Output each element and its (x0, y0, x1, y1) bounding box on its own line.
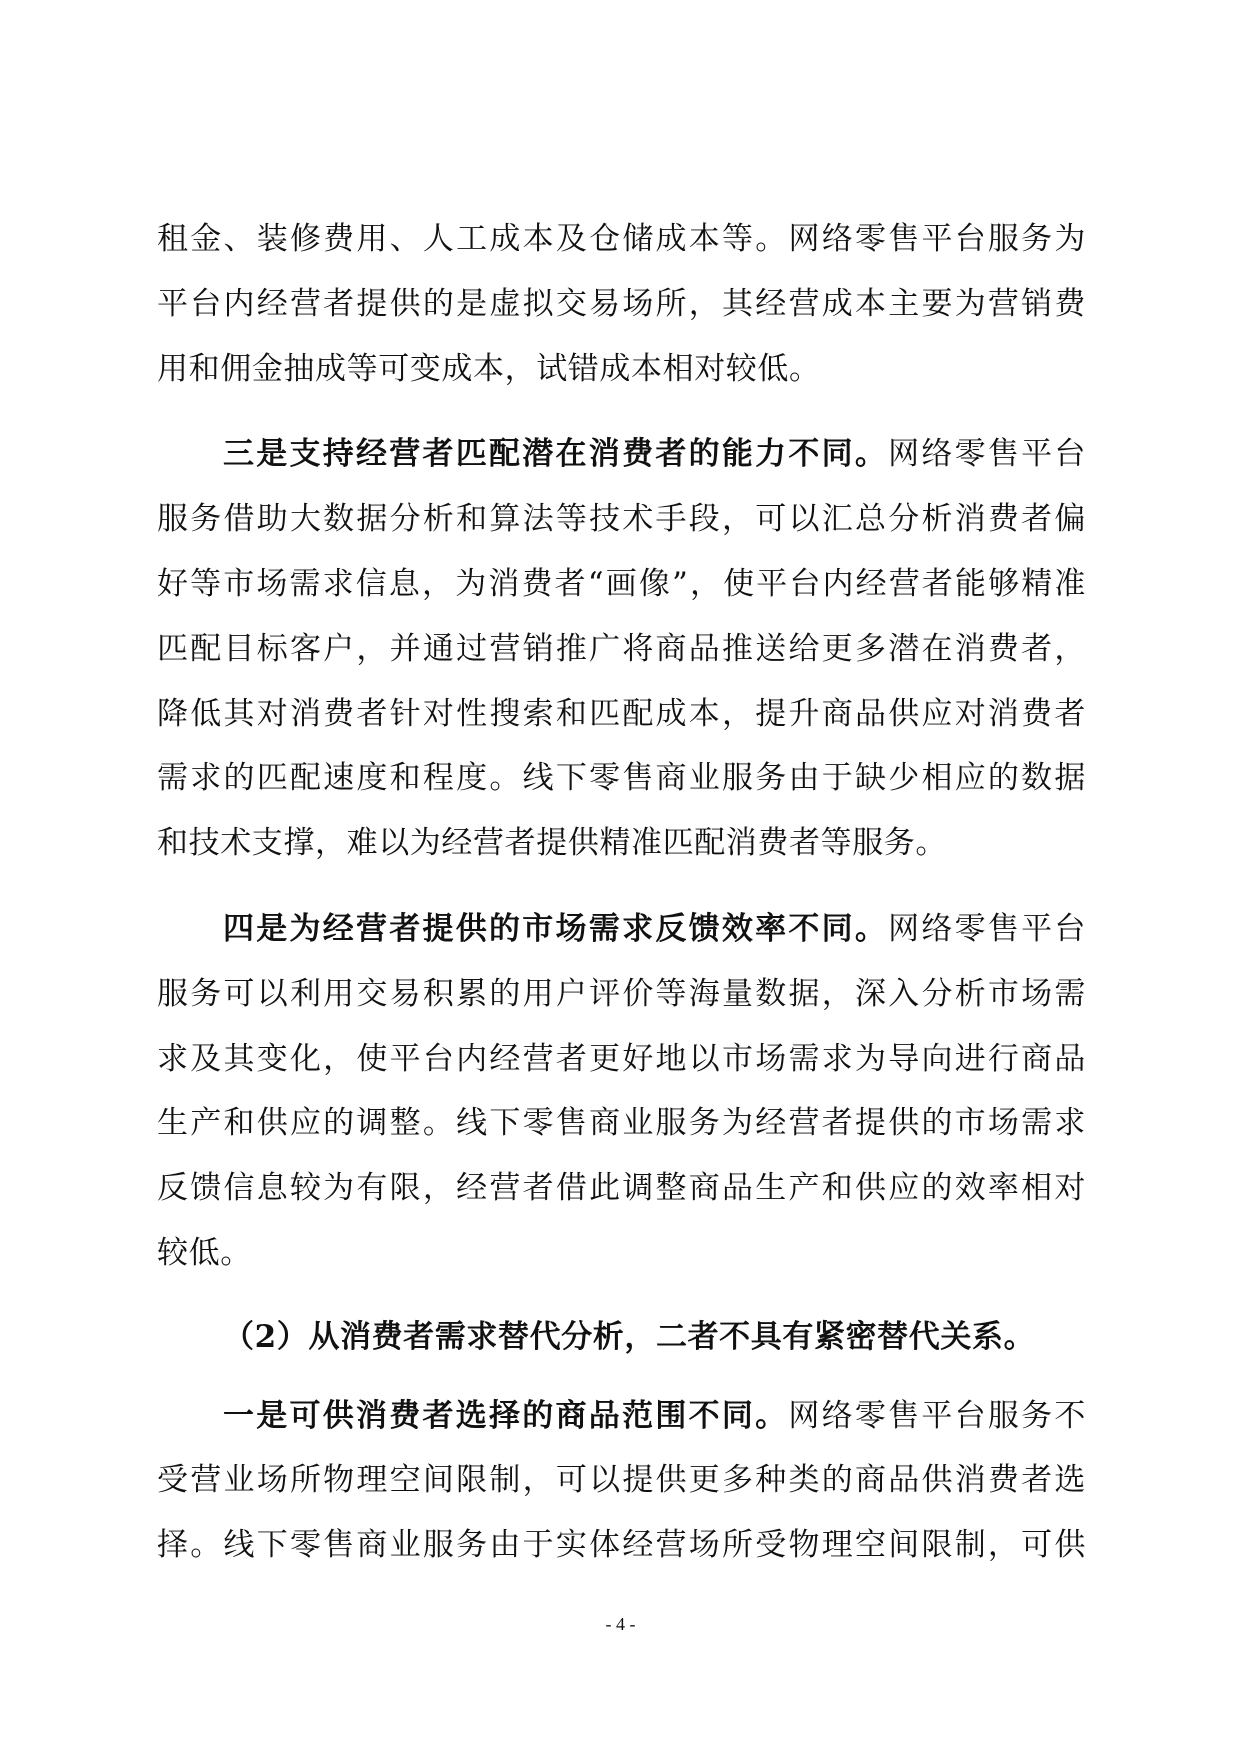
text-line (157, 897, 1086, 962)
document-body (157, 207, 1086, 1578)
text-line: 反馈信息较为有限，经营者借此调整商品生产和供应的效率相对 (157, 1170, 1086, 1207)
paragraph (157, 1384, 1086, 1578)
text-line: 择。线下零售商业服务由于实体经营场所受物理空间限制，可供 (157, 1527, 1086, 1564)
text-line (157, 1384, 1086, 1449)
text-line (157, 422, 1086, 487)
text-span: 网络零售平台 (888, 910, 1087, 947)
text-line: 降低其对消费者针对性搜索和匹配成本，提升商品供应对消费者 (157, 695, 1086, 732)
text-line: 受营业场所物理空间限制，可以提供更多种类的商品供消费者选 (157, 1462, 1086, 1499)
section-heading-line (157, 1305, 1086, 1370)
text-line: 需求的匹配速度和程度。线下零售商业服务由于缺少相应的数据 (157, 760, 1086, 797)
bold-lead-sentence: 三是支持经营者匹配潜在消费者的能力不同。 (223, 436, 889, 473)
section-heading: （2）从消费者需求替代分析，二者不具有紧密替代关系。 (223, 1318, 1036, 1355)
text-line: 租金、装修费用、人工成本及仓储成本等。网络零售平台服务为 (157, 221, 1086, 257)
text-line: 服务可以利用交易积累的用户评价等海量数据，深入分析市场需 (157, 975, 1086, 1012)
page-number: - 4 - (605, 1614, 636, 1634)
paragraph (157, 897, 1086, 1286)
text-line: 好等市场需求信息，为消费者“画像”，使平台内经营者能够精准 (157, 565, 1086, 602)
text-line: 和技术支撑，难以为经营者提供精准匹配消费者等服务。 (157, 825, 947, 862)
text-line: 求及其变化，使平台内经营者更好地以市场需求为导向进行商品 (157, 1040, 1086, 1077)
text-line: 生产和供应的调整。线下零售商业服务为经营者提供的市场需求 (157, 1105, 1086, 1142)
text-span: 网络零售平台 (888, 436, 1087, 473)
text-span: 网络零售平台服务不 (788, 1397, 1086, 1434)
text-line: 服务借助大数据分析和算法等技术手段，可以汇总分析消费者偏 (157, 501, 1086, 538)
text-line: 平台内经营者提供的是虚拟交易场所，其经营成本主要为营销费 (157, 285, 1086, 322)
paragraph (157, 207, 1086, 401)
paragraph (157, 1305, 1086, 1370)
text-line: 用和佣金抽成等可变成本，试错成本相对较低。 (157, 350, 821, 387)
bold-lead-sentence: 四是为经营者提供的市场需求反馈效率不同。 (223, 910, 889, 947)
text-line: 较低。 (157, 1234, 252, 1271)
bold-lead-sentence: 一是可供消费者选择的商品范围不同。 (223, 1397, 789, 1434)
paragraph (157, 422, 1086, 876)
text-line: 匹配目标客户，并通过营销推广将商品推送给更多潜在消费者， (157, 630, 1086, 667)
